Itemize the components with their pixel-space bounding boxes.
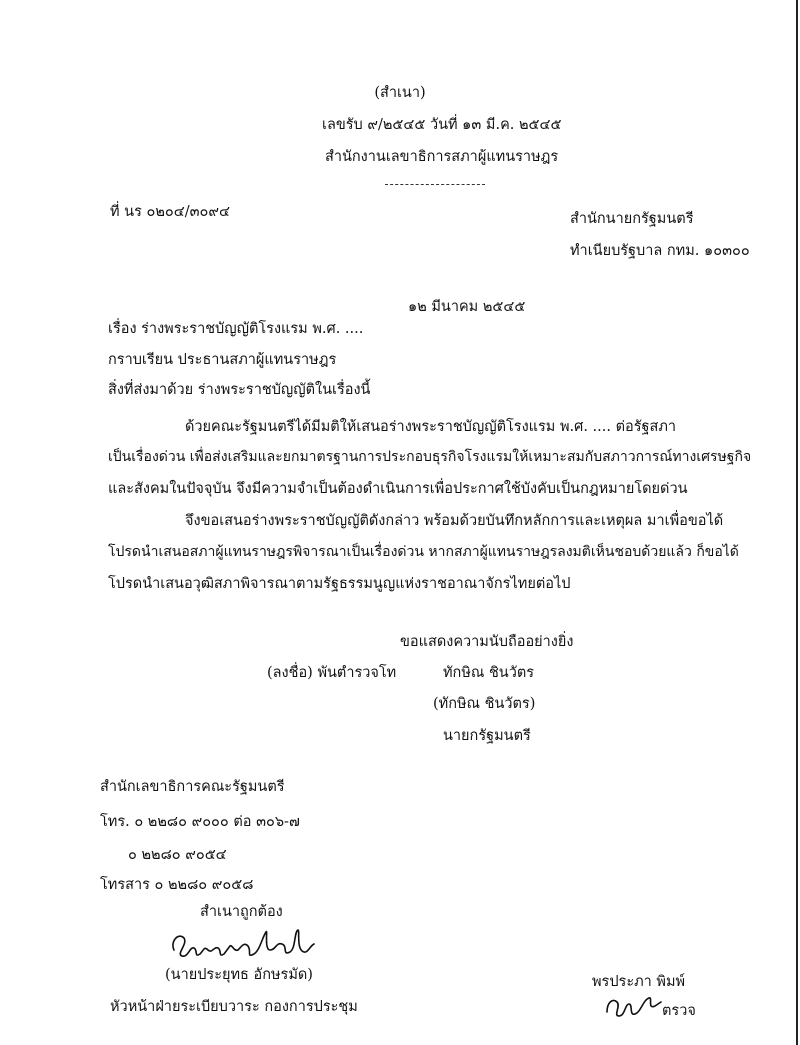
sender-office: สำนักนายกรัฐมนตรี — [570, 211, 694, 227]
body-paragraph-1-line-1: ด้วยคณะรัฐมนตรีได้มีมติให้เสนอร่างพระราชบัญญัติโรงแรม พ.ศ. .... ต่อรัฐสภา — [185, 419, 677, 435]
salutation-line: กราบเรียน ประธานสภาผู้แทนราษฎร — [108, 352, 337, 368]
closing-regards: ขอแสดงความนับถืออย่างยิ่ง — [400, 634, 574, 650]
certifier-position: หัวหน้าฝ่ายระเบียบวาระ กองการประชุม — [110, 999, 358, 1015]
signed-prefix: (ลงชื่อ) พันตำรวจโท — [267, 665, 397, 681]
receiving-office: สำนักงานเลขาธิการสภาผู้แทนราษฎร — [325, 149, 559, 165]
copy-label: (สำเนา) — [374, 85, 426, 101]
body-paragraph-1-line-2: เป็นเรื่องด่วน เพื่อส่งเสริมและยกมาตรฐานการประกอบธุรกิจโรงแรมให้เหมาะสมกับสภาวการณ์ทางเศรษฐกิจ — [108, 449, 752, 465]
checker-initials — [603, 990, 663, 1024]
receipt-line: เลขรับ ๙/๒๕๔๕ วันที่ ๑๓ มี.ค. ๒๕๔๕ — [322, 117, 562, 133]
contact-fax: โทรสาร ๐ ๒๒๘๐ ๙๐๕๘ — [100, 877, 254, 893]
body-paragraph-2-line-1: จึงขอเสนอร่างพระราชบัญญัติดังกล่าว พร้อมด้วยบันทึกหลักการและเหตุผล มาเพื่อขอได้ — [185, 513, 724, 529]
true-copy-label: สำเนาถูกต้อง — [200, 904, 283, 920]
signer-position: นายกรัฐมนตรี — [443, 728, 531, 744]
separator-line — [385, 184, 485, 185]
checked-label: ตรวจ — [662, 1003, 696, 1019]
enclosure-line: สิ่งที่ส่งมาด้วย ร่างพระราชบัญญัติในเรื่องนี้ — [108, 382, 371, 398]
contact-phone-1: โทร. ๐ ๒๒๘๐ ๙๐๐๐ ต่อ ๓๐๖-๗ — [100, 814, 300, 830]
sender-address: ทำเนียบรัฐบาล กทม. ๑๐๓๐๐ — [570, 243, 750, 259]
subject-line: เรื่อง ร่างพระราชบัญญัติโรงแรม พ.ศ. .... — [108, 321, 364, 337]
signer-name: ทักษิณ ชินวัตร — [443, 665, 535, 681]
certifier-name: (นายประยุทธ อักษรมัด) — [165, 967, 313, 983]
document-number: ที่ นร ๐๒๐๔/๓๐๙๔ — [110, 204, 230, 220]
body-paragraph-2-line-2: โปรดนำเสนอสภาผู้แทนราษฎรพิจารณาเป็นเรื่องด่วน หากสภาผู้แทนราษฎรลงมติเห็นชอบด้วยแล้ว ก็ขอได้ — [108, 544, 739, 560]
page-edge — [796, 0, 798, 1045]
body-paragraph-2-line-3: โปรดนำเสนอวุฒิสภาพิจารณาตามรัฐธรรมนูญแห่งราชอาณาจักรไทยต่อไป — [108, 576, 571, 592]
checker-name: พรประภา พิมพ์ — [592, 974, 686, 990]
certifier-signature — [168, 920, 318, 966]
body-paragraph-1-line-3: และสังคมในปัจจุบัน จึงมีความจำเป็นต้องดำเนินการเพื่อประกาศใช้บังคับเป็นกฎหมายโดยด่วน — [108, 481, 688, 497]
letter-date: ๑๒ มีนาคม ๒๕๔๕ — [408, 299, 526, 315]
contact-phone-2: ๐ ๒๒๘๐ ๙๐๕๔ — [128, 847, 227, 863]
contact-office: สำนักเลขาธิการคณะรัฐมนตรี — [100, 779, 285, 795]
signer-name-parenthesized: (ทักษิณ ชินวัตร) — [433, 696, 536, 712]
